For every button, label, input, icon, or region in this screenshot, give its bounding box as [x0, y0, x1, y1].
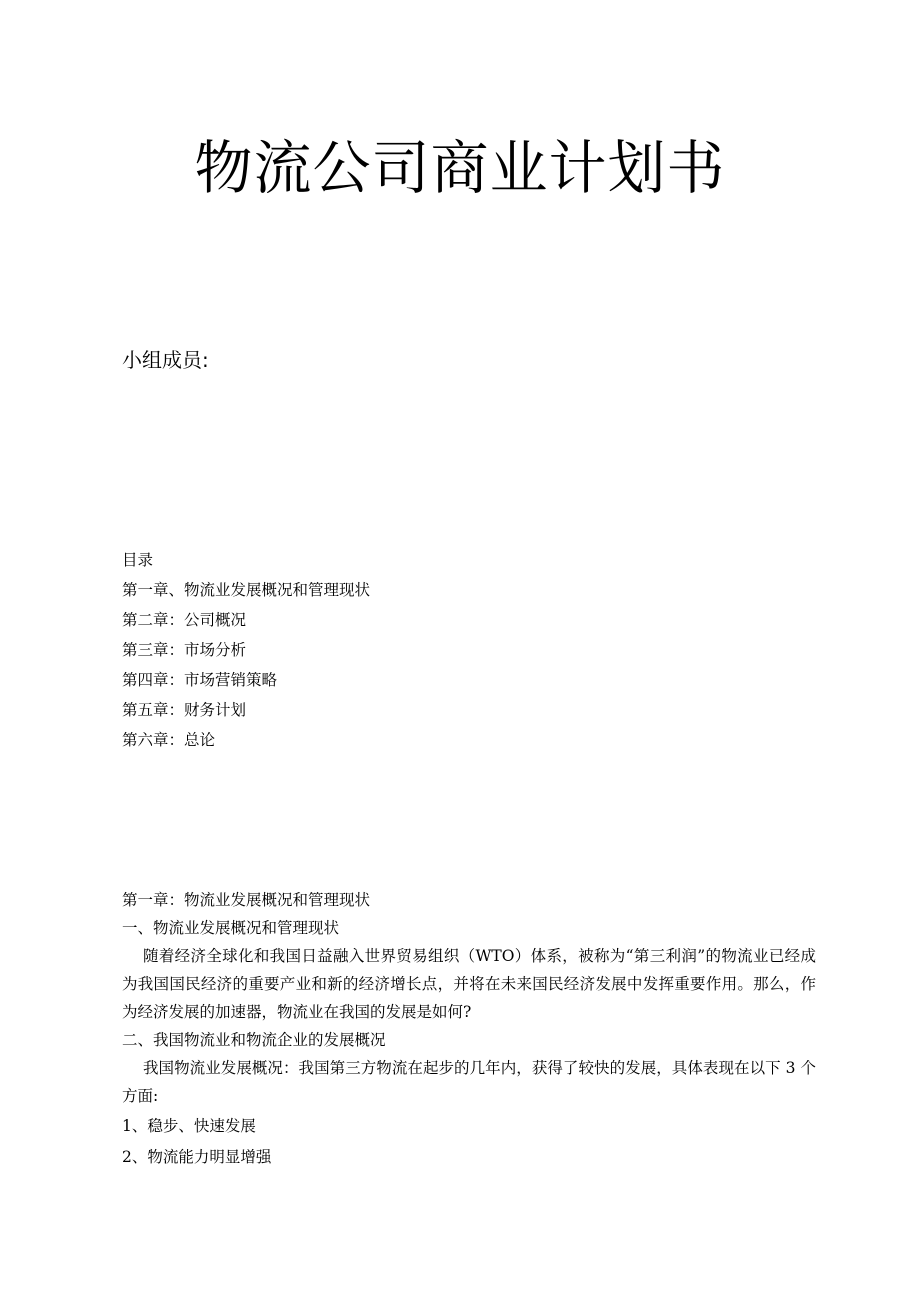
section-heading: 一、物流业发展概况和管理现状 — [122, 919, 340, 937]
list-item: 2、物流能力明显增强 — [122, 1148, 272, 1166]
toc-item: 第六章：总论 — [122, 731, 216, 749]
body-paragraph: 我国物流业发展概况：我国第三方物流在起步的几年内，获得了较快的发展，具体表现在以下 3 个方面: — [122, 1059, 816, 1105]
toc-item: 第四章：市场营销策略 — [122, 671, 278, 689]
toc-item: 第五章：财务计划 — [122, 701, 247, 719]
table-of-contents — [122, 545, 822, 755]
toc-heading: 目录 — [122, 551, 154, 569]
group-members-label: 小组成员: — [122, 348, 209, 372]
body-paragraph: 随着经济全球化和我国日益融入世界贸易组织（WTO）体系，被称为“第三利润”的物流业已经成为我国国民经济的重要产业和新的经济增长点，并将在未来国民经济发展中发挥重要作用。那么，作为经济发展的加速器，物流业在我国的发展是如何? — [122, 947, 816, 1021]
document-title: 物流公司商业计划书 — [194, 134, 726, 202]
section-heading: 二、我国物流业和物流企业的发展概况 — [122, 1031, 386, 1049]
toc-item: 第三章：市场分析 — [122, 641, 247, 659]
toc-item: 第二章：公司概况 — [122, 611, 247, 629]
chapter-heading: 第一章：物流业发展概况和管理现状 — [122, 891, 371, 909]
list-item: 1、稳步、快速发展 — [122, 1117, 256, 1135]
chapter-one — [122, 886, 822, 1172]
toc-item: 第一章、物流业发展概况和管理现状 — [122, 581, 371, 599]
